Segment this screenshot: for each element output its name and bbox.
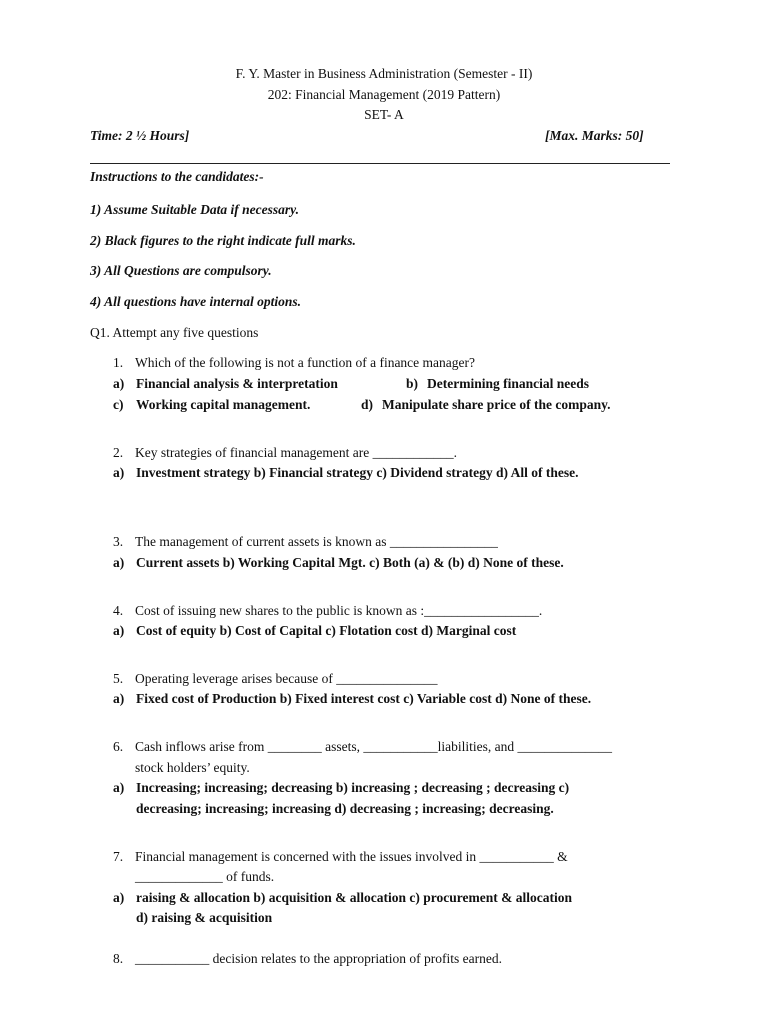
option-text: Investment strategy b) Financial strategy c) Dividend strategy d) All of these. <box>136 465 579 480</box>
option-letter: b) <box>406 376 419 391</box>
exam-max-marks: [Max. Marks: 50] <box>545 128 644 143</box>
instruction-item: 4) All questions have internal options. <box>90 294 302 309</box>
header-divider <box>90 163 670 164</box>
option-letter: a) <box>113 780 125 795</box>
instructions-title: Instructions to the candidates:- <box>90 169 264 184</box>
question-text-continued: _____________ of funds. <box>135 869 275 884</box>
question-text: Cash inflows arise from ________ assets, ___________liabilities, and ______________ <box>135 739 612 754</box>
option-text: Cost of equity b) Cost of Capital c) Flotation cost d) Marginal cost <box>136 623 517 638</box>
question-number: 2. <box>113 445 124 460</box>
question-number: 3. <box>113 534 124 549</box>
option-text: Increasing; increasing; decreasing b) increasing ; decreasing ; decreasing c) <box>136 780 570 795</box>
option-text: Financial analysis & interpretation <box>136 376 338 391</box>
question-number: 4. <box>113 603 124 618</box>
option-text: decreasing; increasing; increasing d) decreasing ; increasing; decreasing. <box>136 801 554 816</box>
option-text: Current assets b) Working Capital Mgt. c) Both (a) & (b) d) None of these. <box>136 555 564 570</box>
option-letter: c) <box>113 397 124 412</box>
question-text: Financial management is concerned with the issues involved in ___________ & <box>135 849 568 864</box>
option-text: d) raising & acquisition <box>136 910 273 925</box>
question-text-continued: stock holders’ equity. <box>135 760 250 775</box>
option-text: Determining financial needs <box>427 376 589 391</box>
question-number: 1. <box>113 355 124 370</box>
option-letter: a) <box>113 623 125 638</box>
instruction-item: 1) Assume Suitable Data if necessary. <box>90 202 299 217</box>
instruction-item: 2) Black figures to the right indicate full marks. <box>90 233 356 248</box>
exam-paper-title: 202: Financial Management (2019 Pattern) <box>267 87 501 102</box>
option-text: Working capital management. <box>136 397 311 412</box>
question-text: The management of current assets is known as ________________ <box>135 534 498 549</box>
option-letter: a) <box>113 555 125 570</box>
exam-course-title: F. Y. Master in Business Administration (Semester - II) <box>235 66 533 81</box>
exam-time: Time: 2 ½ Hours] <box>90 128 190 143</box>
question-number: 7. <box>113 849 124 864</box>
exam-set-label: SET- A <box>364 107 404 122</box>
instruction-item: 3) All Questions are compulsory. <box>90 263 272 278</box>
question-text: Operating leverage arises because of _______________ <box>135 671 438 686</box>
option-letter: a) <box>113 376 125 391</box>
option-letter: d) <box>361 397 374 412</box>
question-text: ___________ decision relates to the appropriation of profits earned. <box>135 951 503 966</box>
section-title: Q1. Attempt any five questions <box>90 325 259 340</box>
option-text: Fixed cost of Production b) Fixed interest cost c) Variable cost d) None of these. <box>136 691 592 706</box>
option-letter: a) <box>113 691 125 706</box>
question-number: 8. <box>113 951 124 966</box>
question-text: Which of the following is not a function of a finance manager? <box>135 355 476 370</box>
question-number: 5. <box>113 671 124 686</box>
question-number: 6. <box>113 739 124 754</box>
option-letter: a) <box>113 890 125 905</box>
option-text: Manipulate share price of the company. <box>382 397 611 412</box>
question-text: Key strategies of financial management are ____________. <box>135 445 458 460</box>
question-text: Cost of issuing new shares to the public is known as :_________________. <box>135 603 543 618</box>
option-letter: a) <box>113 465 125 480</box>
option-text: raising & allocation b) acquisition & allocation c) procurement & allocation <box>136 890 572 905</box>
